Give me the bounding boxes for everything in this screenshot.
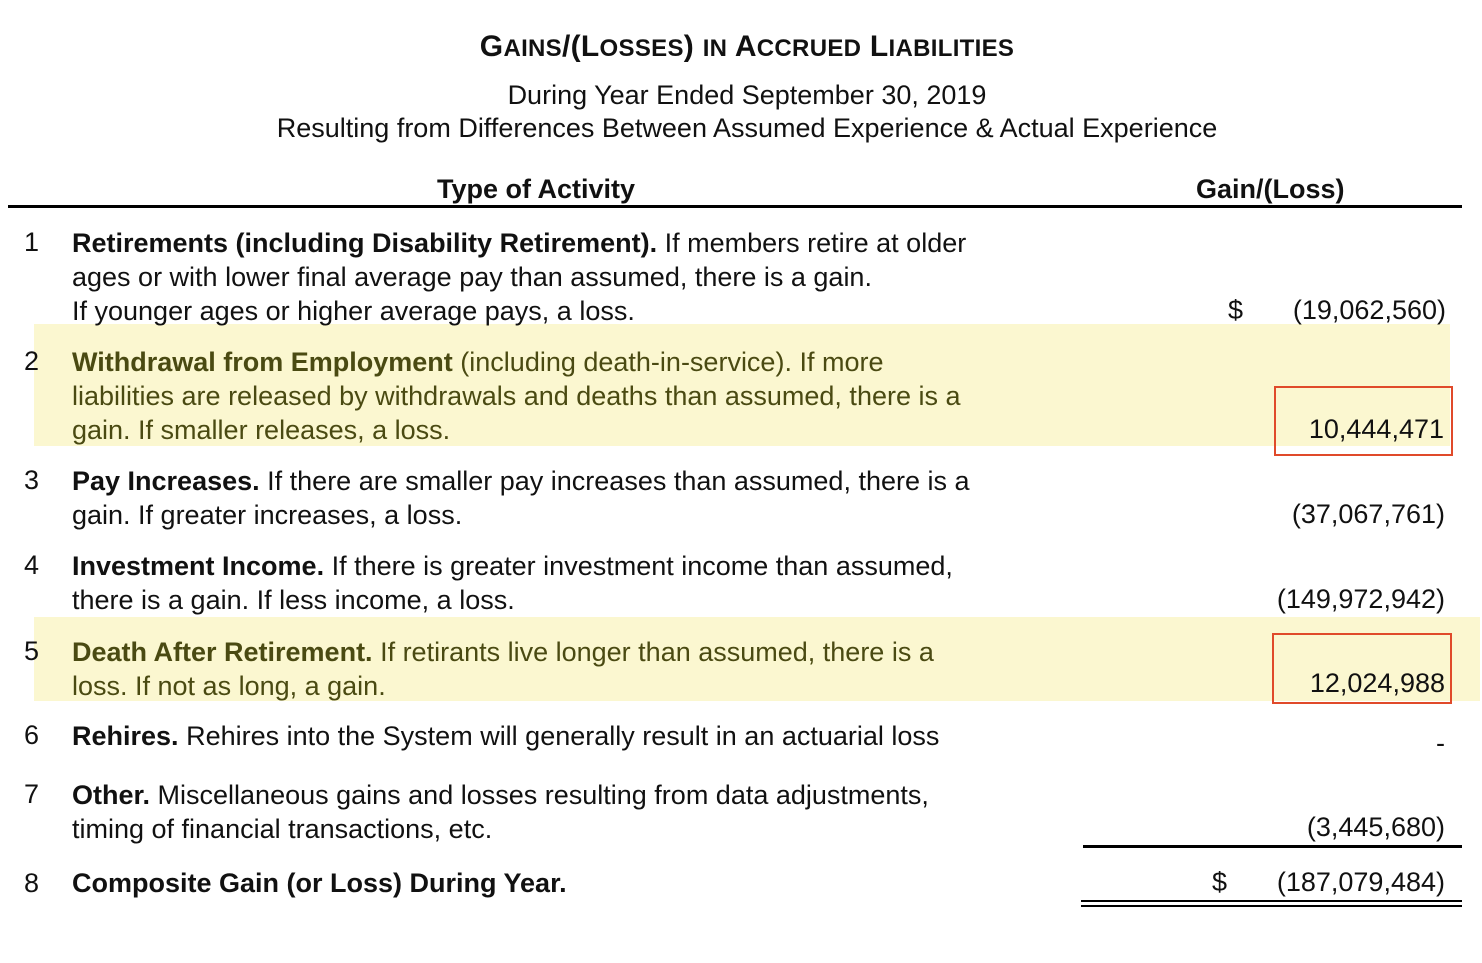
row-number: 6: [24, 720, 40, 750]
row-number: 1: [24, 227, 40, 257]
row-number: 8: [24, 868, 40, 898]
row-description: Retirements (including Disability Retirement). If members retire at older ages or with lower final average pay than assumed, there is a gain. If younger ages or higher average pays, a loss.: [72, 228, 967, 326]
row-amount: (19,062,560): [1292, 295, 1446, 325]
row-description: Investment Income. If there is greater investment income than assumed, there is a gain. If less income, a loss.: [72, 551, 953, 615]
report-subtitle-description: Resulting from Differences Between Assumed Experience & Actual Experience: [276, 113, 1218, 143]
row-description: Other. Miscellaneous gains and losses resulting from data adjustments, timing of financial transactions, etc.: [72, 780, 929, 844]
row-amount: 10,444,471: [1308, 414, 1444, 444]
row-description: Death After Retirement. If retirants live longer than assumed, there is a loss. If not as long, a gain.: [72, 637, 934, 701]
row-description: Rehires. Rehires into the System will generally result in an actuarial loss: [72, 721, 940, 751]
row-number: 5: [24, 636, 40, 666]
column-header-activity: Type of Activity: [437, 174, 636, 204]
row-label: Death After Retirement.: [72, 637, 373, 667]
row-amount: (3,445,680): [1306, 812, 1445, 842]
row-number: 2: [24, 346, 40, 376]
report-title: GAINS/(LOSSES) IN ACCRUED LIABILITIES: [479, 30, 1015, 63]
row-description: Withdrawal from Employment (including death-in-service). If more liabilities are released by withdrawals and deaths than assumed, there is a gain. If smaller releases, a loss.: [72, 347, 961, 445]
row-description: [72, 866, 1082, 900]
report-subtitle-period: During Year Ended September 30, 2019: [507, 80, 987, 110]
row-label: Investment Income.: [72, 551, 325, 581]
row-label: Retirements (including Disability Retirement).: [72, 228, 658, 258]
subtotal-rule: [1083, 845, 1462, 848]
header-rule: [8, 205, 1462, 208]
row-label: Other.: [72, 780, 151, 810]
row-label: Pay Increases.: [72, 466, 260, 496]
total-double-rule-bottom: [1081, 905, 1462, 907]
row-label: Composite Gain (or Loss) During Year.: [72, 868, 567, 898]
row-description: Pay Increases. If there are smaller pay increases than assumed, there is a gain. If greater increases, a loss.: [72, 466, 970, 530]
row-label: Rehires.: [72, 721, 179, 751]
row-number: 4: [24, 550, 40, 580]
column-header-gain-loss: Gain/(Loss): [1196, 174, 1345, 204]
row-number: 3: [24, 465, 40, 495]
currency-symbol: $: [1228, 295, 1244, 325]
row-amount: (149,972,942): [1276, 584, 1445, 614]
row-number: 7: [24, 779, 40, 809]
row-label: Withdrawal from Employment: [72, 347, 453, 377]
row-amount: (37,067,761): [1291, 499, 1445, 529]
row-amount: 12,024,988: [1309, 668, 1445, 698]
total-amount: (187,079,484): [1276, 867, 1445, 897]
currency-symbol: $: [1212, 867, 1228, 897]
row-amount: -: [1436, 728, 1445, 758]
total-double-rule-top: [1081, 900, 1462, 902]
